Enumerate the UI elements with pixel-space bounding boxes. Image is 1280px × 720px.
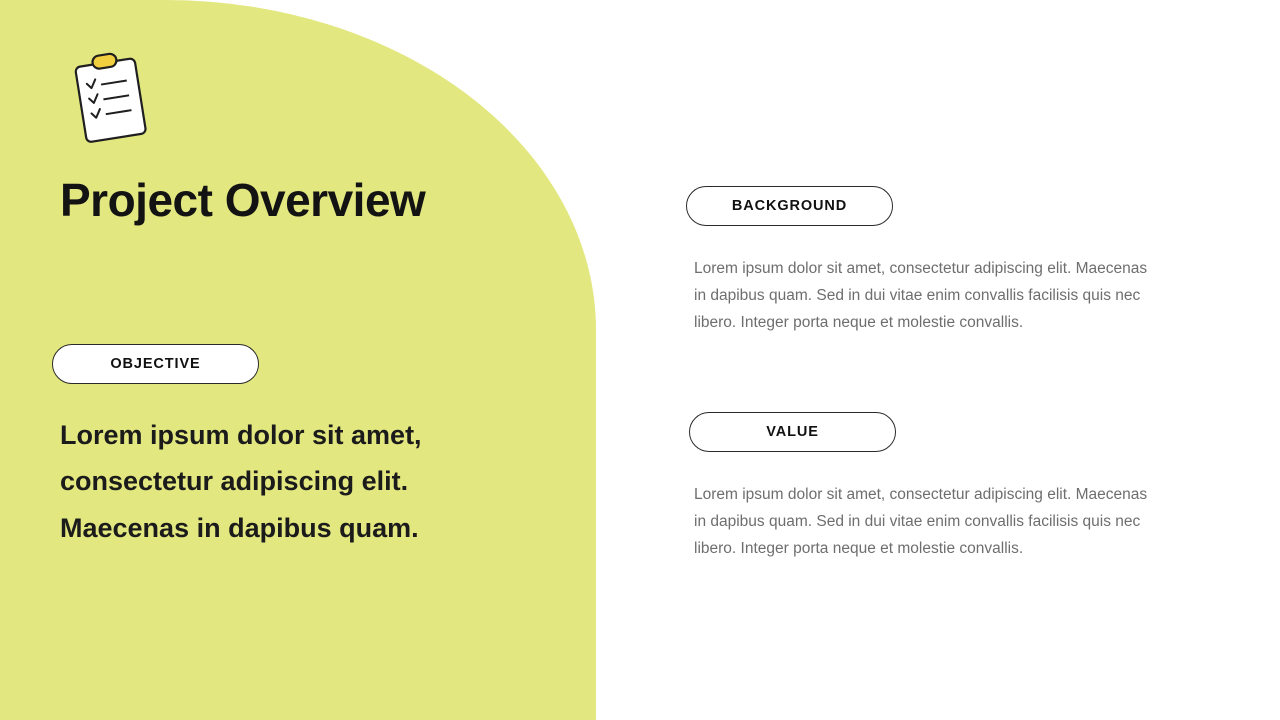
background-body-text: Lorem ipsum dolor sit amet, consectetur adipiscing elit. Maecenas in dapibus quam. Sed in dui vitae enim convallis facilisis quis nec libero. Integer porta neque et molestie convallis. — [694, 260, 1148, 331]
objective-chip-text: OBJECTIVE — [110, 356, 201, 372]
background-chip-text: BACKGROUND — [731, 198, 848, 214]
background-label-chip — [686, 186, 893, 226]
value-body-text: Lorem ipsum dolor sit amet, consectetur adipiscing elit. Maecenas in dapibus quam. Sed in dui vitae enim convallis facilisis quis nec libero. Integer porta neque et molestie convallis. — [694, 486, 1148, 557]
objective-body-text: Lorem ipsum dolor sit amet, consectetur adipiscing elit. Maecenas in dapibus quam. — [60, 420, 422, 543]
page-title: Project Overview — [60, 174, 426, 226]
clipboard-checklist-icon — [62, 48, 162, 144]
value-label-chip — [689, 412, 896, 452]
value-chip-text: VALUE — [766, 424, 819, 440]
objective-label-chip — [52, 344, 259, 384]
